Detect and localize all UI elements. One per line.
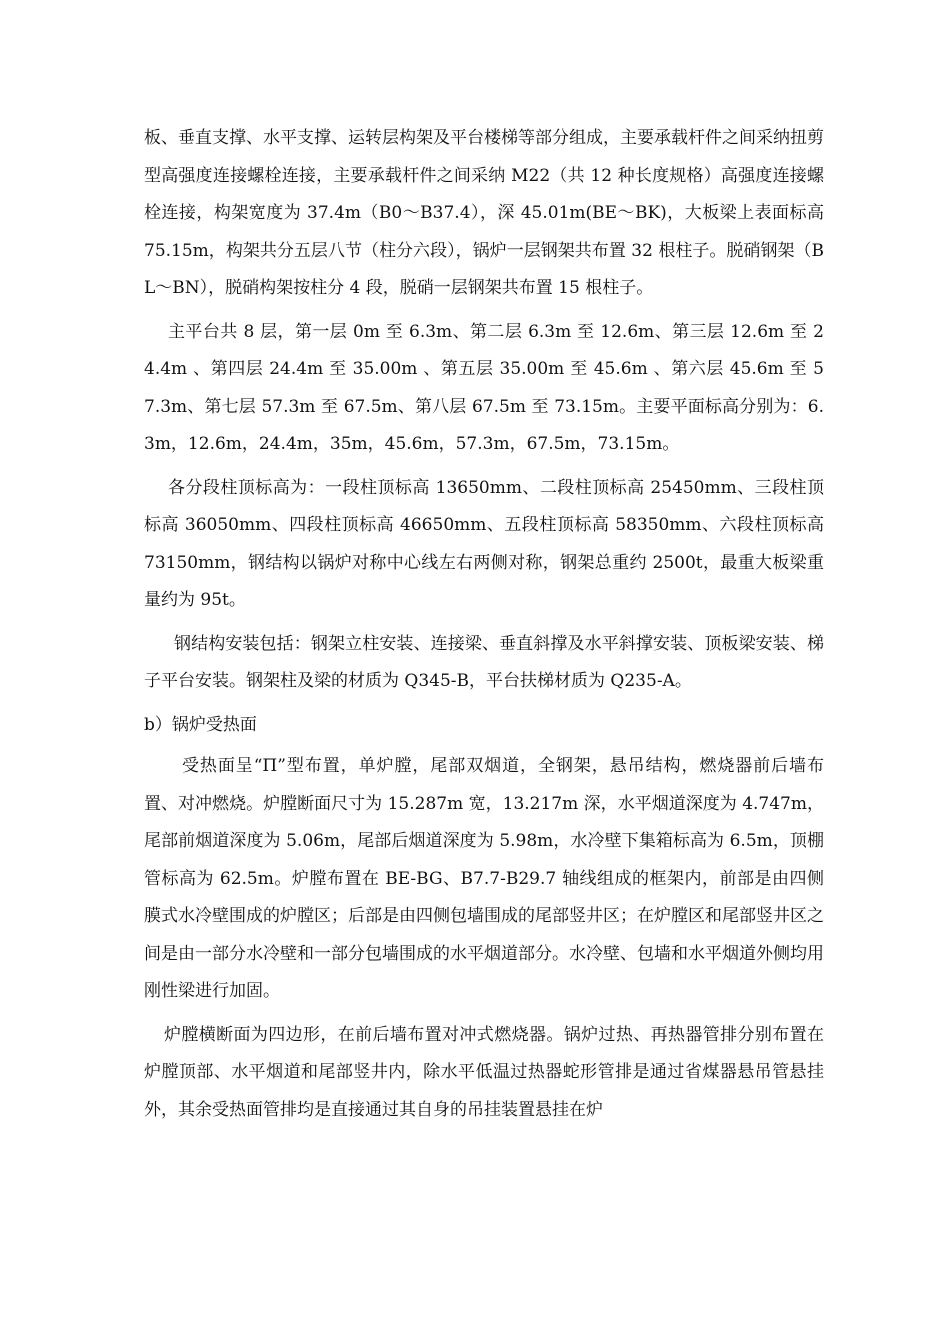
section-heading-heating-surface: b）锅炉受热面 [144, 714, 257, 735]
paragraph-heating-surface-layout: 受热面呈“П”型布置，单炉膛，尾部双烟道，全钢架，悬吊结构，燃烧器前后墙布置、对冲燃烧。炉膛断面尺寸为 15.287m 宽，13.217m 深，水平烟道深度为 4.747m，尾部前烟道深度为 5.06m，尾部后烟道深度为 5.98m，水冷壁下集箱标高为 6.5m，顶棚管标高为 62.5m。炉膛布置在 BE-BG、B7.7-B29.7 轴线组成的框架内，前部是由四侧膜式水冷壁围成的炉膛区；后部是由四侧包墙围成的尾部竖井区；在炉膛区和尾部竖井区之间是由一部分水冷壁和一部分包墙围成的水平烟道部分。水冷壁、包墙和水平烟道外侧均用刚性梁进行加固。 [144, 756, 824, 1001]
paragraph-main-platform-levels: 主平台共 8 层，第一层 0m 至 6.3m、第二层 6.3m 至 12.6m、第三层 12.6m 至 24.4m 、第四层 24.4m 至 35.00m 、第五层 35.00m 至 45.6m 、第六层 45.6m 至 57.3m、第七层 57.3m 至 67.5m、第八层 67.5m 至 73.15m。主要平面标高分别为：6.3m，12.6m，24.4m，35m，45.6m，57.3m，67.5m，73.15m。 [144, 321, 824, 454]
document-body [144, 120, 824, 1135]
paragraph-steel-frame-composition: 板、垂直支撑、水平支撑、运转层构架及平台楼梯等部分组成，主要承载杆件之间采纳扭剪型高强度连接螺栓连接，主要承载杆件之间采纳 M22（共 12 种长度规格）高强度连接螺栓连接，构架宽度为 37.4m（B0～B37.4），深 45.01m(BE～BK)，大板梁上表面标高 75.15m，构架共分五层八节（柱分六段），锅炉一层钢架共布置 32 根柱子。脱硝钢架（BL～BN），脱硝构架按柱分 4 段，脱硝一层钢架共布置 15 根柱子。 [144, 128, 824, 298]
paragraph-steel-installation-scope: 钢结构安装包括：钢架立柱安装、连接梁、垂直斜撑及水平斜撑安装、顶板梁安装、梯子平台安装。钢架柱及梁的材质为 Q345-B，平台扶梯材质为 Q235-A。 [144, 633, 824, 691]
paragraph-furnace-cross-section: 炉膛横断面为四边形，在前后墙布置对冲式燃烧器。锅炉过热、再热器管排分别布置在炉膛顶部、水平烟道和尾部竖井内，除水平低温过热器蛇形管排是通过省煤器悬吊管悬挂外，其余受热面管排均是直接通过其自身的吊挂装置悬挂在炉 [144, 1024, 824, 1120]
paragraph-column-top-elevations: 各分段柱顶标高为：一段柱顶标高 13650mm、二段柱顶标高 25450mm、三段柱顶标高 36050mm、四段柱顶标高 46650mm、五段柱顶标高 58350mm、六段柱顶标高 73150mm，钢结构以锅炉对称中心线左右两侧对称，钢架总重约 2500t，最重大板梁重量约为 95t。 [144, 477, 824, 610]
